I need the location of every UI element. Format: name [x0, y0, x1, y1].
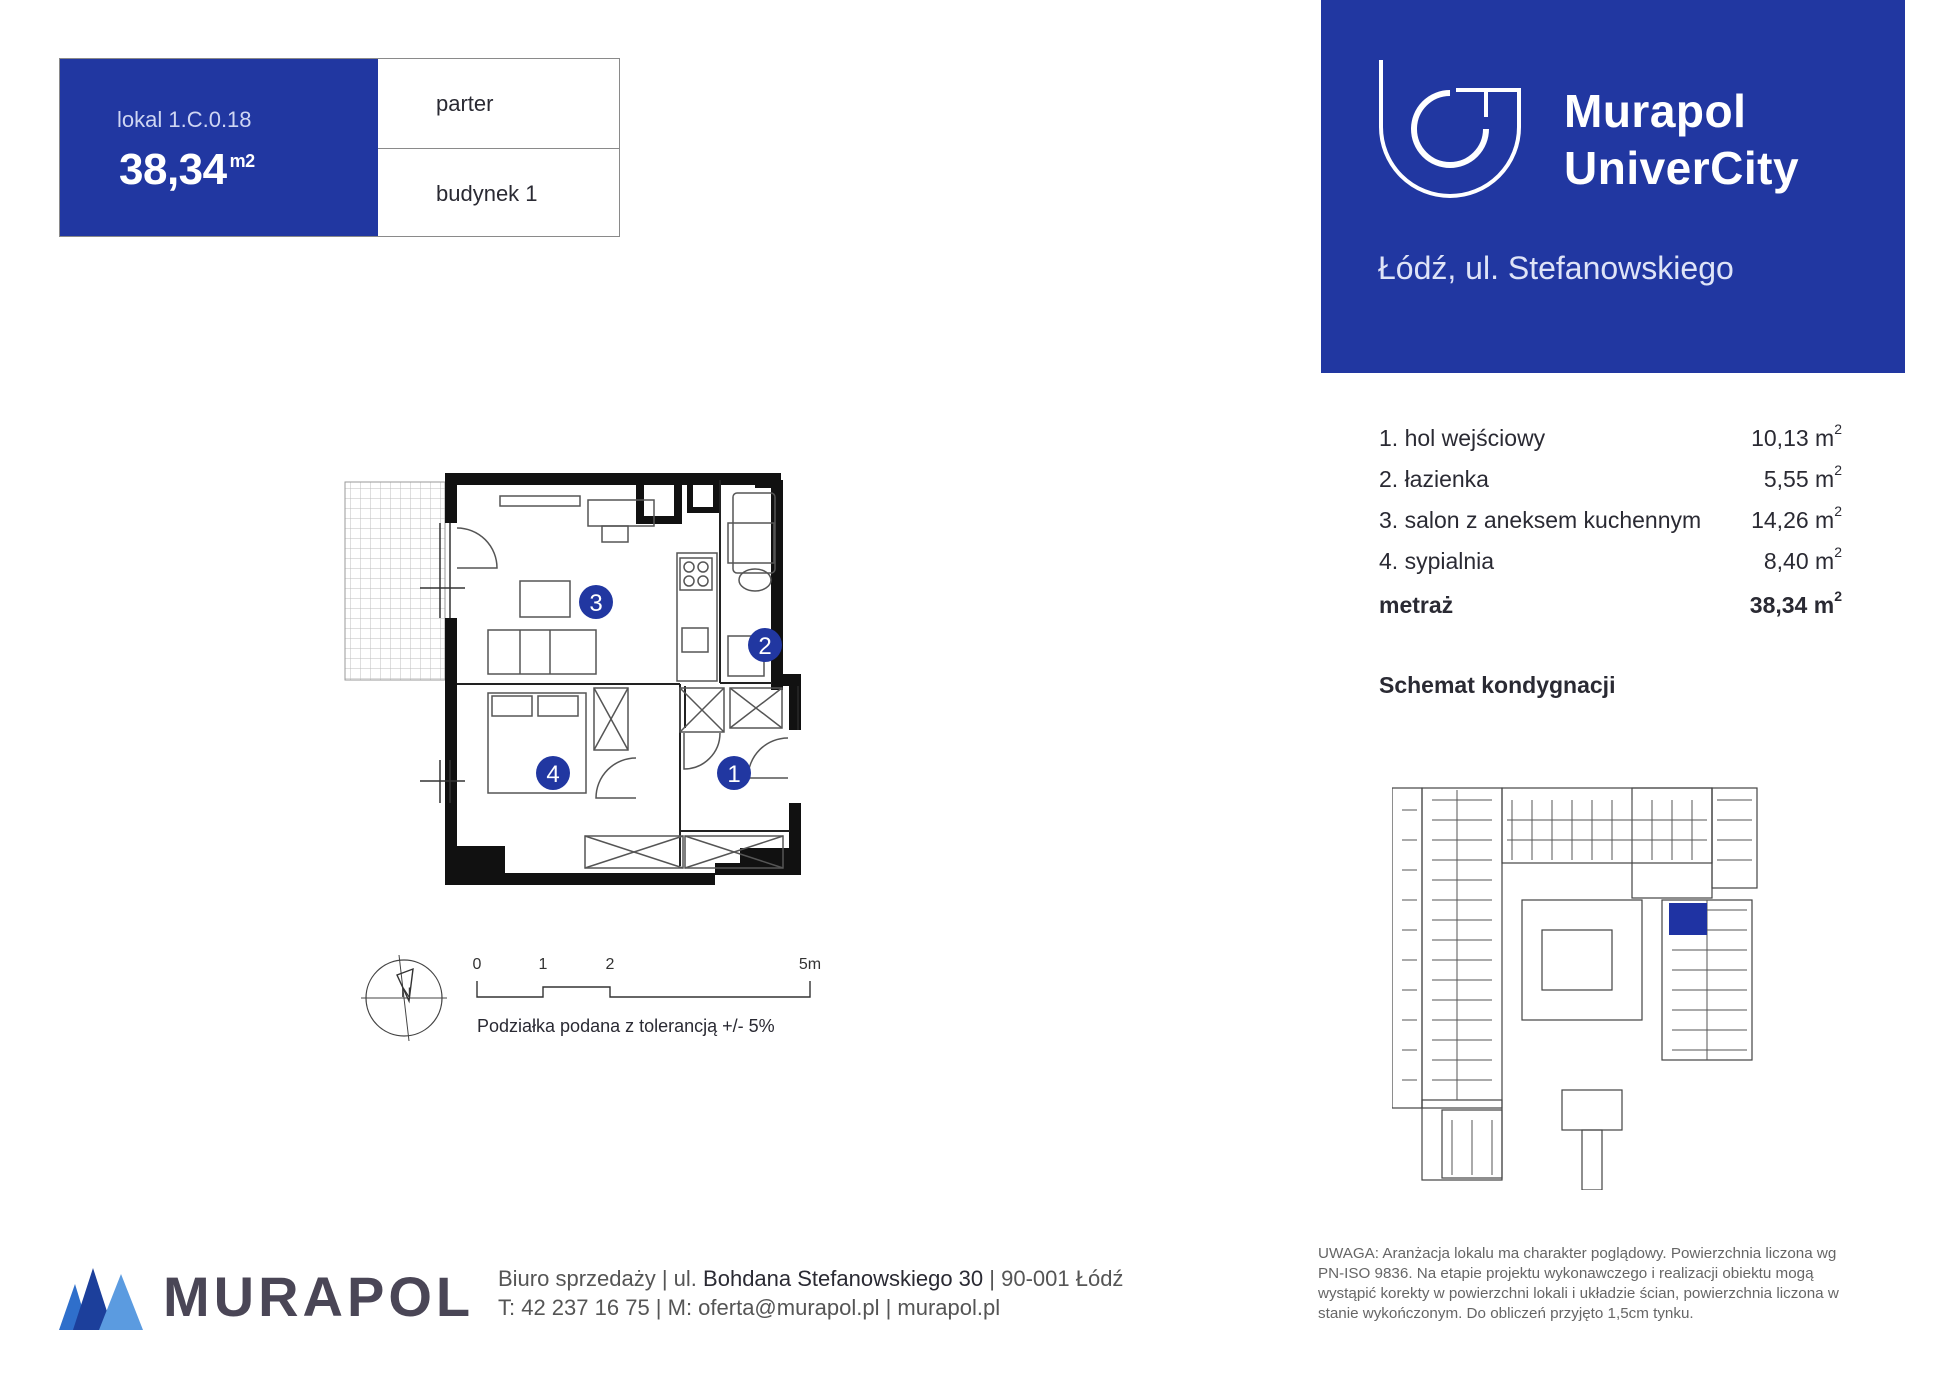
room-area	[1751, 503, 1842, 534]
outer-walls	[445, 473, 801, 885]
scale-bar	[468, 955, 828, 1005]
room-row	[1379, 462, 1842, 500]
unit-floor: parter	[436, 91, 494, 116]
room-area-value: 8,40 m	[1763, 548, 1835, 574]
unit-area-exp: 2	[245, 151, 255, 171]
room-row	[1379, 544, 1842, 582]
sales-office	[498, 1266, 1123, 1292]
univercity-logo-icon	[1378, 57, 1523, 202]
brand-location: Łódź, ul. Stefanowskiego	[1378, 250, 1734, 286]
total-label: metraż	[1379, 592, 1454, 618]
room-area-value: 10,13 m	[1751, 425, 1835, 451]
scale-tick: 0	[472, 956, 482, 973]
unit-header	[59, 58, 620, 237]
schema-title: Schemat kondygnacji	[1379, 672, 1616, 698]
room-area-value: 5,55 m	[1763, 466, 1835, 492]
floor-schema	[1392, 780, 1832, 1190]
total-area	[1749, 588, 1842, 619]
unit-code: lokal 1.C.0.18	[117, 107, 252, 132]
room-area-value: 14,26 m	[1751, 507, 1835, 533]
room-area	[1763, 544, 1842, 575]
brand-name-line1: Murapol	[1564, 85, 1747, 137]
total-area-exp: 2	[1834, 588, 1842, 604]
room-row	[1379, 503, 1842, 541]
scale-tick: 1	[538, 956, 548, 973]
brand-panel	[1321, 0, 1905, 373]
unit-area-value: 38,34	[119, 145, 227, 194]
room-area-exp: 2	[1834, 503, 1842, 519]
room-area-exp: 2	[1834, 544, 1842, 560]
room-area	[1751, 421, 1842, 452]
total-area-value: 38,34 m	[1749, 592, 1835, 618]
room-name: 2. łazienka	[1379, 466, 1489, 492]
sales-office-suffix: | 90-001 Łódź	[989, 1266, 1124, 1291]
contact-info: T: 42 237 16 75 | M: oferta@murapol.pl | murapol.pl	[498, 1295, 1001, 1320]
divider	[378, 148, 620, 149]
room-area	[1763, 462, 1842, 493]
room-row	[1379, 421, 1842, 459]
brand-name-line2: UniverCity	[1564, 142, 1800, 194]
disclaimer-note: UWAGA: Aranżacja lokalu ma charakter poglądowy. Powierzchnia liczona wg PN-ISO 9836. Na etapie projektu wykonawczego i realizacji obiektu mogą wystąpić korekty w powierzchni lokali i układzie ścian, powierzchnia liczona w stanie wykończonym. Do obliczeń przyjęto 1,5cm tynku.	[1318, 1245, 1839, 1322]
room-label: 1	[727, 761, 741, 788]
room-label: 3	[589, 590, 603, 617]
murapol-logo-icon	[59, 1268, 143, 1330]
room-label: 2	[758, 633, 772, 660]
unit-building: budynek 1	[436, 181, 538, 206]
unit-summary-panel	[60, 59, 378, 236]
unit-location-highlight	[1669, 903, 1707, 935]
room-area-exp: 2	[1834, 462, 1842, 478]
scale-tick: 2	[605, 956, 615, 973]
room-name: 3. salon z aneksem kuchennym	[1379, 507, 1702, 533]
furniture	[457, 493, 788, 868]
sales-office-prefix: Biuro sprzedaży | ul.	[498, 1266, 697, 1291]
total-row	[1379, 588, 1842, 626]
room-name: 1. hol wejściowy	[1379, 425, 1546, 451]
balcony	[345, 482, 445, 680]
room-name: 4. sypialnia	[1379, 548, 1495, 574]
floor-plan	[340, 468, 980, 908]
compass-label: N	[401, 984, 412, 1000]
scale-note: Podziałka podana z tolerancją +/- 5%	[477, 1016, 775, 1036]
compass-icon	[361, 955, 447, 1041]
unit-area-unit: m	[229, 151, 246, 171]
scale-tick: 5m	[798, 956, 822, 973]
room-area-exp: 2	[1834, 421, 1842, 437]
murapol-logo-text: MURAPOL	[163, 1265, 475, 1328]
sales-office-street: Bohdana Stefanowskiego 30	[703, 1266, 984, 1291]
unit-area	[119, 145, 255, 195]
room-label: 4	[546, 761, 560, 788]
